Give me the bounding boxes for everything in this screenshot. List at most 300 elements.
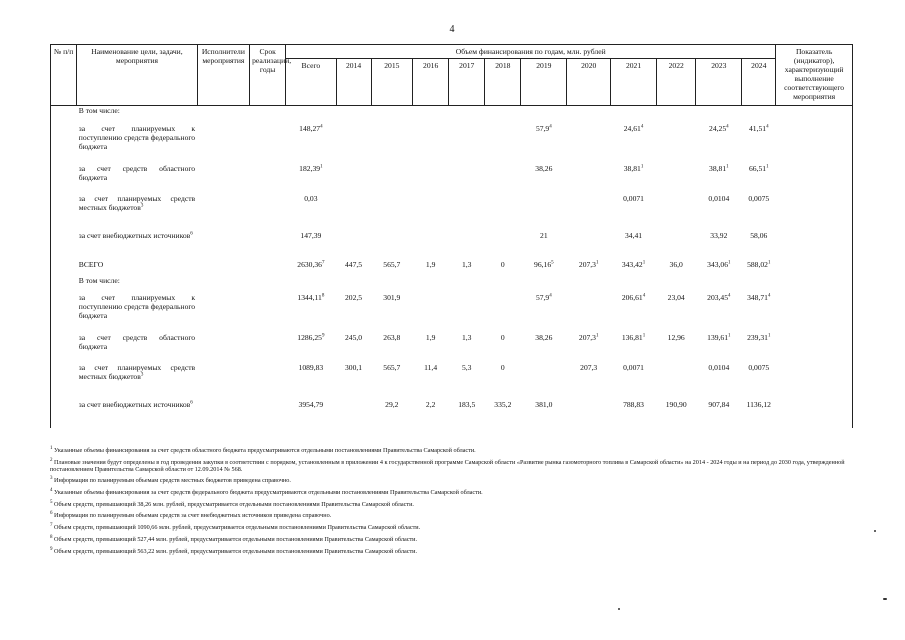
value-cell xyxy=(336,260,371,276)
executors-cell xyxy=(197,400,250,428)
value-cell xyxy=(371,293,413,333)
footnote-ref: 6 xyxy=(190,230,193,236)
table-row xyxy=(51,106,853,124)
table-row xyxy=(51,293,853,333)
value-cell xyxy=(742,260,776,276)
cell-text: за счет внебюджетных источников xyxy=(78,230,191,240)
footnote-number: 2 xyxy=(50,457,53,463)
cell-text: 447,5 xyxy=(344,259,363,269)
value-cell xyxy=(286,276,336,293)
executors-cell xyxy=(197,293,250,333)
row-label xyxy=(77,124,197,164)
footnote-text: Указанные объемы финансирования за счет средств федерального бюджета предусматриваются отдельными постановлениями Правительства Самарской области. xyxy=(52,489,483,497)
row-label xyxy=(77,276,197,293)
value-cell xyxy=(485,260,521,276)
value-cell xyxy=(286,164,336,194)
value-cell xyxy=(521,124,567,164)
term-cell xyxy=(250,363,286,400)
executors-cell xyxy=(197,124,250,164)
term-cell xyxy=(250,293,286,333)
cell-text: 0 xyxy=(500,362,505,372)
financing-table xyxy=(50,44,853,428)
footnote-number: 3 xyxy=(50,476,53,482)
table-row xyxy=(51,363,853,400)
footnote-ref: 1 xyxy=(642,259,646,265)
executors-cell xyxy=(197,194,250,231)
value-cell xyxy=(742,293,776,333)
year-header: Всего xyxy=(286,59,336,106)
col-term-header: Срок реализации, годы xyxy=(250,45,286,106)
footnote-ref: 1 xyxy=(320,163,323,169)
table-row xyxy=(51,194,853,231)
row-label xyxy=(77,363,197,400)
row-num-cell xyxy=(51,231,77,260)
value-cell xyxy=(611,293,657,333)
cell-text: 206,61 xyxy=(621,292,643,302)
cell-text: 12,96 xyxy=(667,332,685,342)
cell-text: 301,9 xyxy=(383,292,401,302)
value-cell xyxy=(696,333,742,363)
footnote-ref: 6 xyxy=(190,399,193,405)
indicator-cell xyxy=(776,124,853,164)
value-cell xyxy=(286,293,336,333)
term-cell xyxy=(250,333,286,363)
cell-text: 1136,12 xyxy=(746,399,771,409)
value-cell xyxy=(611,400,657,428)
value-cell xyxy=(413,400,449,428)
value-cell xyxy=(696,363,742,400)
cell-text: 565,7 xyxy=(383,362,401,372)
value-cell xyxy=(413,260,449,276)
value-cell xyxy=(567,106,611,124)
footnote-text: Объем средств, превышающий 563,22 млн. рублей, предусматривается отдельными постановлениями Правительства Самарской области. xyxy=(52,547,418,555)
cell-text: 1286,25 xyxy=(297,332,322,342)
cell-text: за счет средств областного бюджета xyxy=(78,332,196,351)
cell-text: 907,84 xyxy=(708,399,730,409)
value-cell xyxy=(657,106,696,124)
value-cell xyxy=(286,106,336,124)
footnote-ref: 4 xyxy=(728,292,731,298)
row-num-cell xyxy=(51,333,77,363)
cell-text: 207,3 xyxy=(578,259,596,269)
value-cell xyxy=(485,363,521,400)
value-cell xyxy=(696,276,742,293)
scan-speck xyxy=(618,608,620,610)
value-cell xyxy=(449,400,485,428)
value-cell xyxy=(657,293,696,333)
cell-text: 0,0075 xyxy=(748,362,770,372)
cell-text: за счет планируемых средств местных бюджетов xyxy=(78,193,196,212)
value-cell xyxy=(657,260,696,276)
value-cell xyxy=(336,333,371,363)
indicator-cell xyxy=(776,276,853,293)
row-num-cell xyxy=(51,293,77,333)
row-num-cell xyxy=(51,164,77,194)
indicator-cell xyxy=(776,164,853,194)
cell-text: 381,0 xyxy=(535,399,553,409)
value-cell xyxy=(521,260,567,276)
row-label xyxy=(77,293,197,333)
term-cell xyxy=(250,260,286,276)
cell-text: за счет средств областного бюджета xyxy=(78,163,196,182)
cell-text: 0,0071 xyxy=(623,362,644,372)
value-cell xyxy=(336,164,371,194)
value-cell xyxy=(336,231,371,260)
value-cell xyxy=(611,106,657,124)
value-cell xyxy=(485,194,521,231)
cell-text: 1,3 xyxy=(461,259,472,269)
value-cell xyxy=(413,333,449,363)
col-executors-header: Исполнители мероприятия xyxy=(197,45,250,106)
cell-text: 136,81 xyxy=(621,332,643,342)
value-cell xyxy=(449,260,485,276)
executors-cell xyxy=(197,333,250,363)
footnote-ref: 4 xyxy=(640,123,644,129)
value-cell xyxy=(742,276,776,293)
footnote-ref: 1 xyxy=(726,163,729,169)
executors-cell xyxy=(197,276,250,293)
table-row xyxy=(51,333,853,363)
cell-text: 38,26 xyxy=(535,163,553,173)
value-cell xyxy=(413,164,449,194)
year-header: 2021 xyxy=(611,59,657,106)
value-cell xyxy=(611,231,657,260)
cell-text: 38,26 xyxy=(535,332,553,342)
executors-cell xyxy=(197,260,250,276)
footnote-number: 8 xyxy=(50,534,53,540)
value-cell xyxy=(657,124,696,164)
executors-cell xyxy=(197,363,250,400)
term-cell xyxy=(250,194,286,231)
row-num-cell xyxy=(51,276,77,293)
table-row xyxy=(51,164,853,194)
cell-text: 96,16 xyxy=(534,259,552,269)
cell-text: 190,90 xyxy=(665,399,687,409)
value-cell xyxy=(567,293,611,333)
year-header: 2015 xyxy=(371,59,413,106)
cell-text: В том числе: xyxy=(78,275,120,285)
value-cell xyxy=(413,231,449,260)
value-cell xyxy=(742,106,776,124)
year-header: 2023 xyxy=(696,59,742,106)
value-cell xyxy=(742,400,776,428)
value-cell xyxy=(336,400,371,428)
value-cell xyxy=(742,164,776,194)
value-cell xyxy=(567,333,611,363)
value-cell xyxy=(657,194,696,231)
col-indicator-header: Показатель (индикатор), характеризующий выполнение соответствующего мероприятия xyxy=(776,45,853,106)
cell-text: 343,42 xyxy=(621,259,643,269)
cell-text: 58,06 xyxy=(750,230,768,240)
value-cell xyxy=(413,293,449,333)
cell-text: 24,25 xyxy=(709,123,727,133)
year-header: 2017 xyxy=(449,59,485,106)
cell-text: 202,5 xyxy=(344,292,363,302)
indicator-cell xyxy=(776,333,853,363)
value-cell xyxy=(521,276,567,293)
year-header: 2020 xyxy=(567,59,611,106)
row-num-cell xyxy=(51,260,77,276)
value-cell xyxy=(371,106,413,124)
value-cell xyxy=(742,363,776,400)
row-label xyxy=(77,400,197,428)
footnote-text: Объем средств, превышающий 1090,66 млн. рублей, предусматривается отдельными постановлениями Правительства Самарской области. xyxy=(52,524,421,532)
value-cell xyxy=(336,106,371,124)
cell-text: 33,92 xyxy=(710,230,728,240)
row-label xyxy=(77,260,197,276)
cell-text: 1,9 xyxy=(425,259,436,269)
indicator-cell xyxy=(776,231,853,260)
indicator-cell xyxy=(776,106,853,124)
cell-text: 57,9 xyxy=(535,292,550,302)
value-cell xyxy=(742,194,776,231)
row-label xyxy=(77,231,197,260)
value-cell xyxy=(286,124,336,164)
footnote-number: 5 xyxy=(50,499,53,505)
value-cell xyxy=(696,400,742,428)
cell-text: 207,3 xyxy=(580,362,598,372)
cell-text: 348,71 xyxy=(747,292,768,302)
cell-text: 300,1 xyxy=(344,362,363,372)
footnote-ref: 8 xyxy=(321,292,325,298)
value-cell xyxy=(696,106,742,124)
cell-text: 245,0 xyxy=(344,332,363,342)
footnote-text: Объем средств, превышающий 38,26 млн. рублей, предусматривается отдельными постановлениями Правительства Самарской области. xyxy=(52,500,414,508)
cell-text: за счет планируемых средств местных бюджетов xyxy=(78,362,196,381)
value-cell xyxy=(611,333,657,363)
cell-text: 0,0104 xyxy=(708,193,730,203)
row-num-cell xyxy=(51,400,77,428)
cell-text: В том числе: xyxy=(78,106,120,115)
footnote-ref: 1 xyxy=(766,163,769,169)
value-cell xyxy=(286,231,336,260)
cell-text: 182,39 xyxy=(299,163,321,173)
value-cell xyxy=(485,333,521,363)
footnote-number: 4 xyxy=(50,488,53,493)
value-cell xyxy=(611,194,657,231)
footnote-ref: 9 xyxy=(321,332,325,338)
value-cell xyxy=(336,363,371,400)
value-cell xyxy=(286,333,336,363)
value-cell xyxy=(449,276,485,293)
value-cell xyxy=(567,276,611,293)
term-cell xyxy=(250,231,286,260)
footnote-number: 9 xyxy=(50,546,53,552)
cell-text: 148,27 xyxy=(299,123,321,133)
value-cell xyxy=(657,164,696,194)
footnote-ref: 4 xyxy=(766,123,769,129)
cell-text: 38,81 xyxy=(709,163,727,173)
year-header: 2014 xyxy=(336,59,371,106)
executors-cell xyxy=(197,231,250,260)
value-cell xyxy=(336,293,371,333)
term-cell xyxy=(250,276,286,293)
value-cell xyxy=(371,363,413,400)
value-cell xyxy=(371,124,413,164)
cell-text: 66,51 xyxy=(748,163,767,173)
value-cell xyxy=(286,400,336,428)
value-cell xyxy=(413,363,449,400)
value-cell xyxy=(696,124,742,164)
footnote-number: 7 xyxy=(50,523,53,529)
value-cell xyxy=(657,333,696,363)
value-cell xyxy=(336,124,371,164)
footnote xyxy=(50,536,860,543)
cell-text: 5,3 xyxy=(461,362,472,372)
value-cell xyxy=(413,276,449,293)
value-cell xyxy=(371,333,413,363)
value-cell xyxy=(485,400,521,428)
value-cell xyxy=(336,276,371,293)
cell-text: за счет планируемых к поступлению средств федерального бюджета xyxy=(78,292,196,321)
row-num-cell xyxy=(51,363,77,400)
footnote-number: 6 xyxy=(50,511,53,517)
footnote-ref: 3 xyxy=(140,372,144,378)
cell-text: 0,03 xyxy=(304,193,318,203)
cell-text: 239,31 xyxy=(747,332,768,342)
value-cell xyxy=(485,106,521,124)
year-header: 2019 xyxy=(521,59,567,106)
value-cell xyxy=(521,106,567,124)
footnote xyxy=(50,524,860,531)
value-cell xyxy=(696,260,742,276)
value-cell xyxy=(371,164,413,194)
value-cell xyxy=(485,231,521,260)
value-cell xyxy=(449,293,485,333)
cell-text: 147,39 xyxy=(300,230,322,240)
cell-text: 0,0071 xyxy=(623,193,644,203)
executors-cell xyxy=(197,106,250,124)
cell-text: 565,7 xyxy=(383,259,401,269)
value-cell xyxy=(485,293,521,333)
cell-text: 263,8 xyxy=(383,332,401,342)
cell-text: 34,41 xyxy=(624,230,643,240)
scan-speck xyxy=(874,530,876,532)
year-header: 2024 xyxy=(742,59,776,106)
cell-text: 139,61 xyxy=(707,332,729,342)
value-cell xyxy=(696,164,742,194)
value-cell xyxy=(371,276,413,293)
value-cell xyxy=(521,164,567,194)
footnote-ref: 1 xyxy=(595,332,599,338)
value-cell xyxy=(286,260,336,276)
footnote-ref: 1 xyxy=(767,259,771,265)
value-cell xyxy=(696,293,742,333)
cell-text: за счет внебюджетных источников xyxy=(78,399,191,409)
value-cell xyxy=(742,231,776,260)
footnote-ref: 4 xyxy=(549,292,552,298)
term-cell xyxy=(250,124,286,164)
indicator-cell xyxy=(776,194,853,231)
footnote-ref: 7 xyxy=(321,259,325,265)
value-cell xyxy=(413,194,449,231)
value-cell xyxy=(521,400,567,428)
cell-text: 38,81 xyxy=(623,163,641,173)
cell-text: 2,2 xyxy=(425,399,436,409)
year-header: 2016 xyxy=(413,59,449,106)
table-row xyxy=(51,400,853,428)
value-cell xyxy=(742,124,776,164)
cell-text: 203,45 xyxy=(707,292,729,302)
cell-text: 1,3 xyxy=(461,332,472,342)
term-cell xyxy=(250,164,286,194)
footnote-ref: 4 xyxy=(726,123,729,129)
cell-text: ВСЕГО xyxy=(78,259,104,269)
cell-text: 11,4 xyxy=(424,362,438,372)
header-row-top xyxy=(51,45,853,59)
value-cell xyxy=(336,194,371,231)
value-cell xyxy=(657,363,696,400)
indicator-cell xyxy=(776,363,853,400)
footnote-text: Указанные объемы финансирования за счет средств областного бюджета предусматриваются отдельными постановлениями Правительства Самарской области. xyxy=(52,447,476,454)
value-cell xyxy=(567,260,611,276)
table-row xyxy=(51,231,853,260)
footnote-number: 1 xyxy=(50,445,53,451)
footnote-text: Информация по планируемым объемам средств местных бюджетов приведена справочно. xyxy=(52,477,291,485)
cell-text: 36,0 xyxy=(669,259,683,269)
footnote-ref: 1 xyxy=(728,259,731,265)
value-cell xyxy=(449,333,485,363)
table-row xyxy=(51,260,853,276)
footnote xyxy=(50,477,860,484)
table-row xyxy=(51,124,853,164)
footnote-ref: 1 xyxy=(767,332,771,338)
row-num-cell xyxy=(51,106,77,124)
footnote xyxy=(50,459,860,473)
cell-text: 0,0104 xyxy=(708,362,730,372)
row-label xyxy=(77,194,197,231)
value-cell xyxy=(371,231,413,260)
value-cell xyxy=(521,363,567,400)
value-cell xyxy=(567,194,611,231)
term-cell xyxy=(250,106,286,124)
cell-text: 0 xyxy=(500,332,505,342)
footnote-ref: 1 xyxy=(640,163,644,169)
cell-text: 23,04 xyxy=(667,292,685,302)
year-header: 2018 xyxy=(485,59,521,106)
footnote-ref: 4 xyxy=(320,123,323,129)
cell-text: 1344,11 xyxy=(297,292,322,302)
value-cell xyxy=(413,124,449,164)
row-num-cell xyxy=(51,194,77,231)
table-row xyxy=(51,276,853,293)
scan-speck xyxy=(883,598,887,600)
value-cell xyxy=(611,276,657,293)
footnote xyxy=(50,501,860,508)
footnote xyxy=(50,447,860,454)
footnote xyxy=(50,489,860,496)
cell-text: 2630,36 xyxy=(297,259,322,269)
value-cell xyxy=(521,194,567,231)
value-cell xyxy=(449,363,485,400)
cell-text: 29,2 xyxy=(385,399,399,409)
cell-text: 1089,83 xyxy=(298,362,324,372)
value-cell xyxy=(485,276,521,293)
value-cell xyxy=(657,276,696,293)
value-cell xyxy=(449,194,485,231)
value-cell xyxy=(657,400,696,428)
col-volume-header: Объем финансирования по годам, млн. рублей xyxy=(286,45,776,59)
value-cell xyxy=(657,231,696,260)
row-label xyxy=(77,333,197,363)
value-cell xyxy=(611,164,657,194)
value-cell xyxy=(449,124,485,164)
value-cell xyxy=(567,363,611,400)
footnote xyxy=(50,548,860,555)
footnote-ref: 4 xyxy=(767,292,771,298)
footnote-text: Объем средств, превышающий 527,44 млн. рублей, предусматривается отдельными постановлениями Правительства Самарской области. xyxy=(52,535,418,543)
footnote-ref: 3 xyxy=(140,203,144,209)
